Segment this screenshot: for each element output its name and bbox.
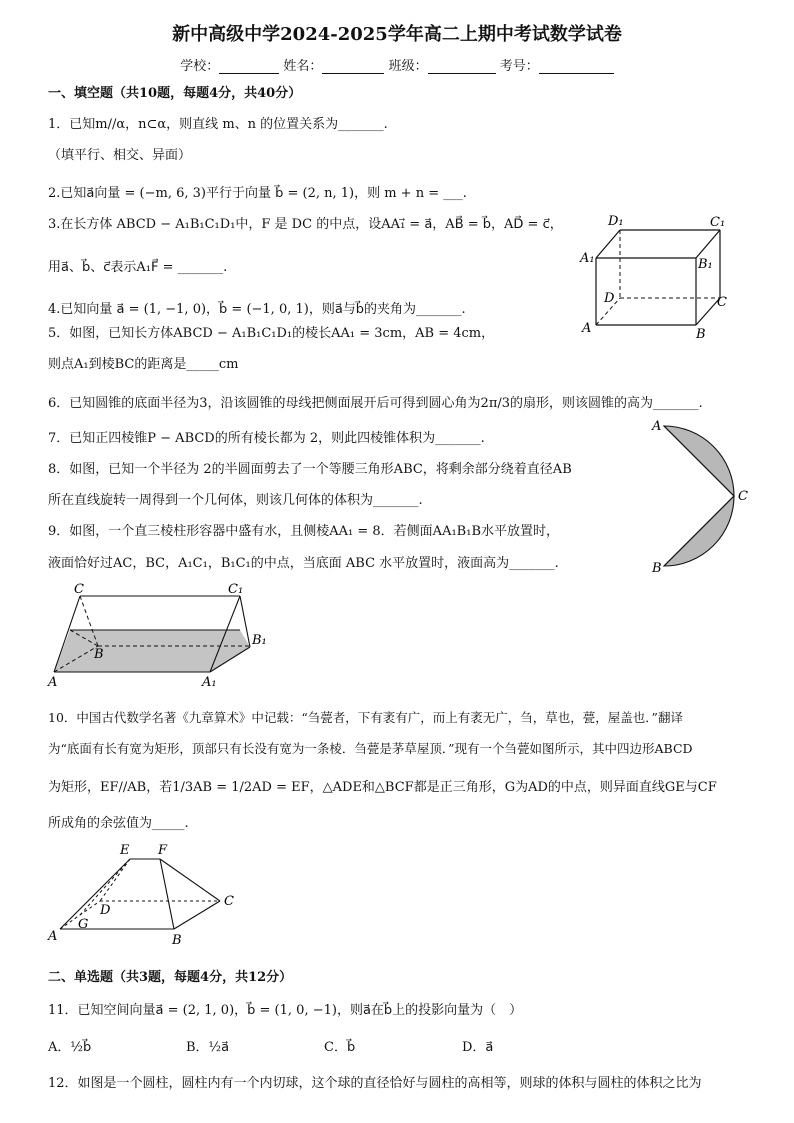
school-label: 学校： xyxy=(180,59,220,74)
question-1-hint: （填平行、相交、异面） xyxy=(48,148,192,163)
class-label: 班级： xyxy=(388,59,428,74)
question-5-text: 5．如图，已知长方体ABCD − A₁B₁C₁D₁的棱长AA₁ = 3cm，AB = 4cm， xyxy=(48,326,495,341)
cuboid-figure xyxy=(578,210,738,344)
roof-label-f: F xyxy=(158,843,168,858)
cuboid-label-b1: B₁ xyxy=(698,257,713,272)
roof-figure xyxy=(44,838,254,952)
name-label: 姓名： xyxy=(283,59,323,74)
option-b[interactable]: B．½a⃗ xyxy=(186,1040,230,1055)
question-6-text: 6．已知圆锥的底面半径为3，沿该圆锥的母线把侧面展开后可得到圆心角为2π/3的扇形，则该圆锥的高为_______. xyxy=(48,396,703,411)
question-10-text-2: 为“底面有长有宽为矩形，顶部只有长没有宽为一条棱．刍甍是茅草屋顶．”现有一个刍甍如图所示，其中四边形ABCD xyxy=(48,741,693,756)
question-1-text: 1．已知m//α，n⊂α，则直线 m、n 的位置关系为_______. xyxy=(48,117,388,132)
prism-label-c: C xyxy=(74,582,84,597)
roof-label-e: E xyxy=(120,843,130,858)
cuboid-label-c1: C₁ xyxy=(710,215,726,230)
number-blank xyxy=(539,59,614,74)
name-blank xyxy=(322,59,384,74)
question-3-text-2: 用a⃗、b⃗、c⃗表示A₁F⃗ = _______. xyxy=(48,260,228,275)
prism-label-c1: C₁ xyxy=(228,582,244,597)
question-10-text-4: 所成角的余弦值为_____. xyxy=(48,816,189,831)
roof-label-b: B xyxy=(172,933,182,948)
cuboid-label-b: B xyxy=(696,327,706,340)
section-single-choice: 二、单选题（共3题，每题4分，共12分） xyxy=(48,970,293,985)
semicircle-label-c: C xyxy=(738,489,748,504)
question-8-text-2: 所在直线旋转一周得到一个几何体，则该几何体的体积为_______. xyxy=(48,493,423,508)
roof-label-a: A xyxy=(48,929,58,944)
question-10-text-3: 为矩形，EF//AB，若1/3AB = 1/2AD = EF，△ADE和△BCF都是正三角形，G为AD的中点，则异面直线GE与CF xyxy=(48,780,717,795)
section-fill-in: 一、填空题（共10题，每题4分，共40分） xyxy=(48,86,302,101)
number-label: 考号： xyxy=(499,59,539,74)
option-d[interactable]: D．a⃗ xyxy=(462,1040,494,1055)
question-9-text: 9．如图，一个直三棱柱形容器中盛有水，且侧棱AA₁ = 8．若侧面AA₁B₁B水平放置时， xyxy=(48,524,559,539)
semicircle-figure xyxy=(640,412,760,581)
question-11-text: 11．已知空间向量a⃗ = (2, 1, 0)，b⃗ = (1, 0, −1)，则a⃗在b⃗上的投影向量为（ ） xyxy=(48,1003,523,1018)
school-blank xyxy=(219,59,279,74)
question-7-text: 7．已知正四棱锥P − ABCD的所有棱长都为 2，则此四棱锥体积为_______. xyxy=(48,431,485,446)
option-c[interactable]: C．b⃗ xyxy=(324,1040,356,1055)
prism-label-a: A xyxy=(48,675,58,690)
option-a[interactable]: A．½b⃗ xyxy=(48,1040,92,1055)
prism-label-a1: A₁ xyxy=(202,675,217,690)
cuboid-label-a: A xyxy=(582,321,592,336)
cuboid-label-c: C xyxy=(717,295,727,310)
prism-label-b1: B₁ xyxy=(252,633,267,648)
question-8-text: 8．如图，已知一个半径为 2的半圆面剪去了一个等腰三角形ABC，将剩余部分绕着直径AB xyxy=(48,462,572,477)
question-2-text: 2.已知a⃗向量 = (−m, 6, 3)平行于向量 b⃗ = (2, n, 1)，则 m + n = ___. xyxy=(48,186,467,201)
question-12-text: 12．如图是一个圆柱，圆柱内有一个内切球，这个球的直径恰好与圆柱的高相等，则球的体积与圆柱的体积之比为 xyxy=(48,1076,702,1091)
student-info-line xyxy=(0,55,794,74)
roof-label-g: G xyxy=(78,917,89,932)
semicircle-label-a: A xyxy=(652,419,662,434)
question-9-text-2: 液面恰好过AC，BC，A₁C₁，B₁C₁的中点，当底面 ABC 水平放置时，液面高为_______. xyxy=(48,556,559,571)
roof-label-d: D xyxy=(100,903,111,918)
question-10-text: 10．中国古代数学名著《九章算术》中记载：“刍甍者，下有袤有广，而上有袤无广，刍，草也，甍，屋盖也．”翻译 xyxy=(48,710,683,725)
prism-label-b: B xyxy=(94,647,104,662)
cuboid-label-d1: D₁ xyxy=(608,214,624,229)
cuboid-label-a1: A₁ xyxy=(580,251,595,266)
question-4-text: 4.已知向量 a⃗ = (1, −1, 0)，b⃗ = (−1, 0, 1)，则a⃗与b⃗的夹角为_______. xyxy=(48,302,466,317)
semicircle-label-b: B xyxy=(652,561,662,576)
question-5-text-2: 则点A₁到棱BC的距离是_____cm xyxy=(48,357,239,372)
roof-label-c: C xyxy=(224,894,234,909)
cuboid-label-d: D xyxy=(604,291,615,306)
class-blank xyxy=(428,59,496,74)
prism-figure xyxy=(44,582,284,696)
question-3-text: 3.在长方体 ABCD − A₁B₁C₁D₁中，F 是 DC 的中点，设AA₁⃗ = a⃗，AB⃗ = b⃗，AD⃗ = c⃗， xyxy=(48,217,563,232)
page-title: 新中高级中学2024-2025学年高二上期中考试数学试卷 xyxy=(172,24,622,45)
